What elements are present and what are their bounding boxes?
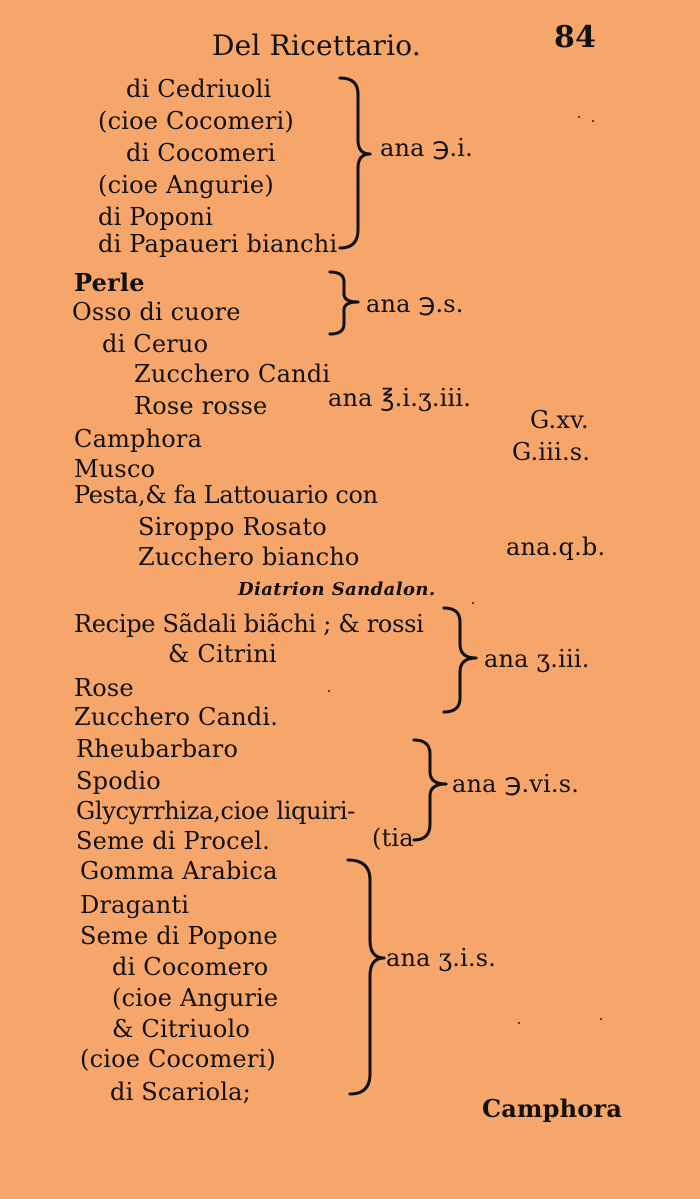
ingredient-line: Osso di cuore bbox=[72, 298, 241, 326]
ingredient-line: Glycyrrhiza,cioe liquiri- bbox=[76, 797, 356, 825]
dose-label: ana ℈.s. bbox=[366, 290, 464, 318]
ink-speck bbox=[472, 602, 474, 604]
catchword: Camphora bbox=[482, 1094, 623, 1123]
ingredient-line: Gomma Arabica bbox=[80, 857, 278, 885]
ink-speck bbox=[328, 690, 330, 692]
ink-speck bbox=[518, 1022, 520, 1024]
ingredient-line: (cioe Angurie) bbox=[98, 171, 274, 199]
ingredient-line: Seme di Popone bbox=[80, 922, 278, 950]
instruction-line: Pesta,& fa Lattouario con bbox=[74, 481, 378, 509]
ingredient-line: (cioe Cocomeri) bbox=[80, 1045, 276, 1073]
right-brace bbox=[440, 604, 484, 716]
ingredient-line: Zucchero Candi bbox=[134, 360, 331, 388]
dose-label: G.xv. bbox=[530, 406, 589, 434]
ingredient-line: di Cedriuoli bbox=[126, 75, 272, 103]
ingredient-line: Recipe Sãdali biãchi ; & rossi bbox=[74, 610, 424, 638]
right-brace bbox=[410, 736, 454, 846]
ingredient-line: di Cocomero bbox=[112, 953, 269, 981]
ingredient-line: Perle bbox=[74, 268, 145, 297]
running-title: Del Ricettario. bbox=[212, 29, 421, 62]
ingredient-line: Seme di Procel. bbox=[76, 827, 270, 855]
page-number: 84 bbox=[554, 20, 597, 55]
word-continuation: (tia bbox=[372, 824, 414, 852]
ingredient-line: Zucchero biancho bbox=[138, 543, 360, 571]
ingredient-line: Rose bbox=[74, 674, 134, 702]
ink-speck bbox=[578, 116, 580, 118]
ingredient-line: di Cocomeri bbox=[126, 139, 276, 167]
ingredient-line: di Poponi bbox=[98, 203, 214, 231]
right-brace bbox=[344, 856, 388, 1100]
dose-label: ana ℈.vi.s. bbox=[452, 770, 580, 798]
ink-speck bbox=[592, 120, 594, 122]
right-brace bbox=[336, 74, 376, 254]
ingredient-line: Spodio bbox=[76, 767, 161, 795]
ingredient-line: Zucchero Candi. bbox=[74, 703, 279, 731]
ingredient-line: & Citrini bbox=[168, 640, 277, 668]
dose-label: ana.q.b. bbox=[506, 533, 606, 561]
ink-speck bbox=[600, 1018, 602, 1020]
dose-label: G.iii.s. bbox=[512, 438, 591, 466]
ingredient-line: & Citriuolo bbox=[112, 1015, 251, 1043]
ingredient-line: (cioe Angurie bbox=[112, 984, 279, 1012]
ingredient-line: di Papaueri bianchi bbox=[98, 230, 338, 258]
ingredient-line: di Scariola; bbox=[110, 1078, 251, 1106]
ingredient-line: Rose rosse bbox=[134, 392, 268, 420]
right-brace bbox=[326, 268, 366, 338]
dose-label: ana ʒ.i.s. bbox=[386, 944, 497, 972]
dose-label: ana ʒ.iii. bbox=[484, 645, 590, 673]
section-subheading: Diatrion Sandalon. bbox=[238, 579, 436, 600]
ingredient-line: Draganti bbox=[80, 891, 190, 919]
ingredient-line: Rheubarbaro bbox=[76, 735, 239, 763]
dose-label: ana ℈.i. bbox=[380, 134, 473, 162]
ingredient-line: Siroppo Rosato bbox=[138, 513, 327, 541]
ingredient-line: (cioe Cocomeri) bbox=[98, 107, 294, 135]
ingredient-line: Musco bbox=[74, 455, 156, 483]
ingredient-line: di Ceruo bbox=[102, 330, 209, 358]
ingredient-line: Camphora bbox=[74, 425, 203, 453]
dose-label: ana ℥.i.ʒ.iii. bbox=[328, 384, 472, 412]
